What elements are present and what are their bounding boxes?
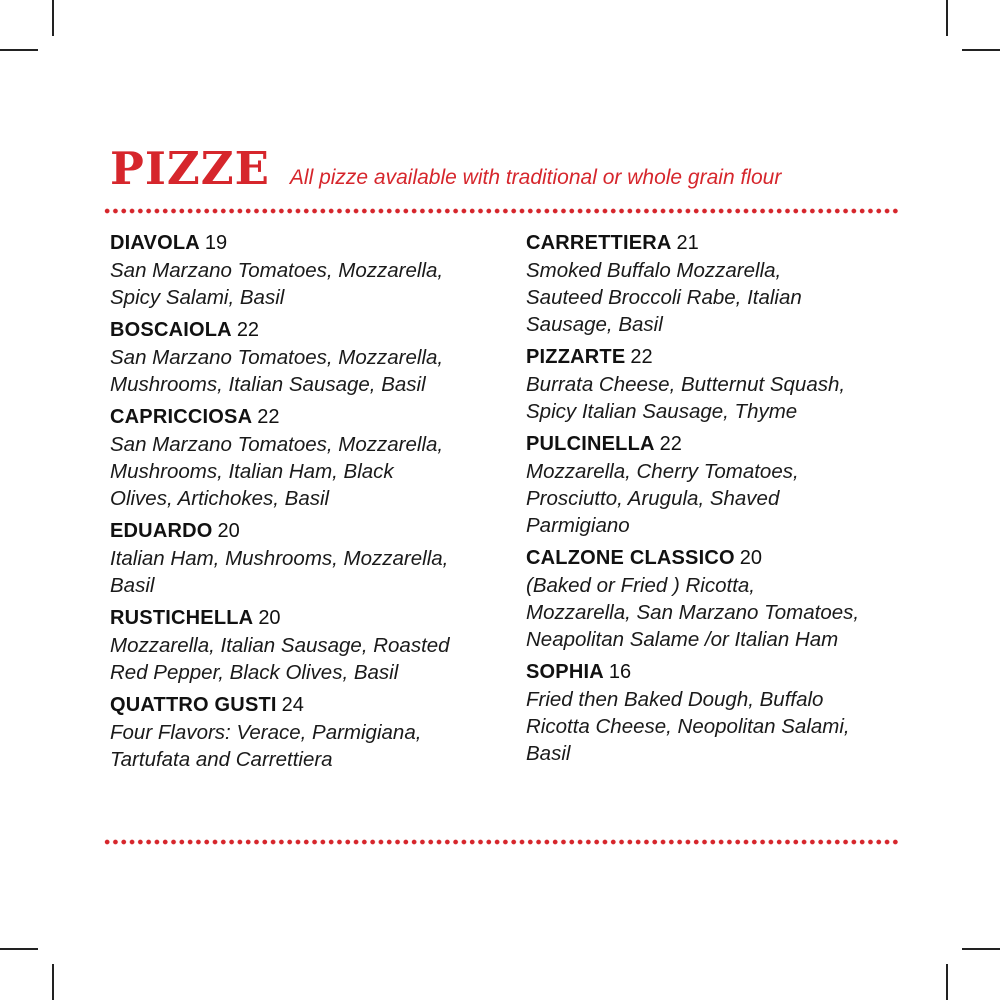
item-description: San Marzano Tomatoes, Mozzarella, Mushrooms, Italian Sausage, Basil (110, 346, 444, 396)
crop-mark (0, 948, 38, 950)
menu-item (110, 317, 490, 398)
item-price: 20 (217, 520, 240, 542)
menu-item (110, 404, 490, 512)
menu-item (110, 518, 490, 599)
menu-item (110, 692, 490, 773)
crop-mark (946, 0, 948, 36)
dotted-divider-top (103, 208, 900, 214)
page-title: PIZZE (110, 142, 270, 195)
item-description: San Marzano Tomatoes, Mozzarella, Mushrooms, Italian Ham, Black Olives, Artichokes, Basil (110, 433, 444, 510)
item-price: 20 (258, 607, 281, 629)
item-price: 16 (608, 661, 632, 683)
menu-item (110, 230, 490, 311)
item-description: Mozzarella, Cherry Tomatoes, Prosciutto, Arugula, Shaved Parmigiano (526, 460, 799, 537)
item-name: EDUARDO (110, 520, 213, 542)
item-name: RUSTICHELLA (110, 607, 254, 629)
item-name: CAPRICCIOSA (110, 406, 253, 428)
crop-mark (0, 49, 38, 51)
item-description: Burrata Cheese, Butternut Squash, Spicy Italian Sausage, Thyme (526, 373, 846, 423)
item-price: 22 (630, 346, 653, 368)
item-name: DIAVOLA (110, 232, 200, 254)
menu-column-right (526, 230, 906, 773)
menu-item (526, 659, 906, 767)
item-price: 22 (236, 319, 260, 341)
menu-item (526, 230, 906, 338)
item-name: BOSCAIOLA (110, 319, 232, 341)
item-price: 22 (257, 406, 280, 428)
crop-mark (962, 49, 1000, 51)
menu-item (526, 545, 906, 653)
item-description: Italian Ham, Mushrooms, Mozzarella, Basil (110, 547, 449, 597)
menu-item (526, 344, 906, 425)
item-description: Fried then Baked Dough, Buffalo Ricotta Cheese, Neopolitan Salami, Basil (526, 688, 850, 765)
item-name: PULCINELLA (526, 433, 655, 455)
dotted-divider-bottom (103, 839, 900, 845)
item-price: 24 (281, 694, 304, 716)
item-price: 22 (659, 433, 682, 455)
item-description: San Marzano Tomatoes, Mozzarella, Spicy Salami, Basil (110, 259, 444, 309)
crop-mark (962, 948, 1000, 950)
crop-mark (52, 0, 54, 36)
item-price: 19 (204, 232, 228, 254)
menu-column-left (110, 230, 490, 779)
item-description: Smoked Buffalo Mozzarella, Sauteed Broccoli Rabe, Italian Sausage, Basil (526, 259, 802, 336)
item-price: 20 (739, 547, 763, 569)
menu-item (110, 605, 490, 686)
menu-header (110, 142, 782, 195)
item-name: PIZZARTE (526, 346, 626, 368)
item-name: CARRETTIERA (526, 232, 672, 254)
item-name: CALZONE CLASSICO (526, 547, 735, 569)
crop-mark (52, 964, 54, 1000)
menu-item (526, 431, 906, 539)
crop-mark (946, 964, 948, 1000)
item-description: Mozzarella, Italian Sausage, Roasted Red Pepper, Black Olives, Basil (110, 634, 450, 684)
page-subtitle: All pizze available with traditional or whole grain flour (289, 166, 782, 189)
item-price: 21 (676, 232, 699, 254)
item-description: (Baked or Fried ) Ricotta, Mozzarella, San Marzano Tomatoes, Neapolitan Salame /or Italian Ham (526, 574, 860, 651)
item-description: Four Flavors: Verace, Parmigiana, Tartufata and Carrettiera (110, 721, 422, 771)
item-name: QUATTRO GUSTI (110, 694, 277, 716)
item-name: SOPHIA (526, 661, 604, 683)
